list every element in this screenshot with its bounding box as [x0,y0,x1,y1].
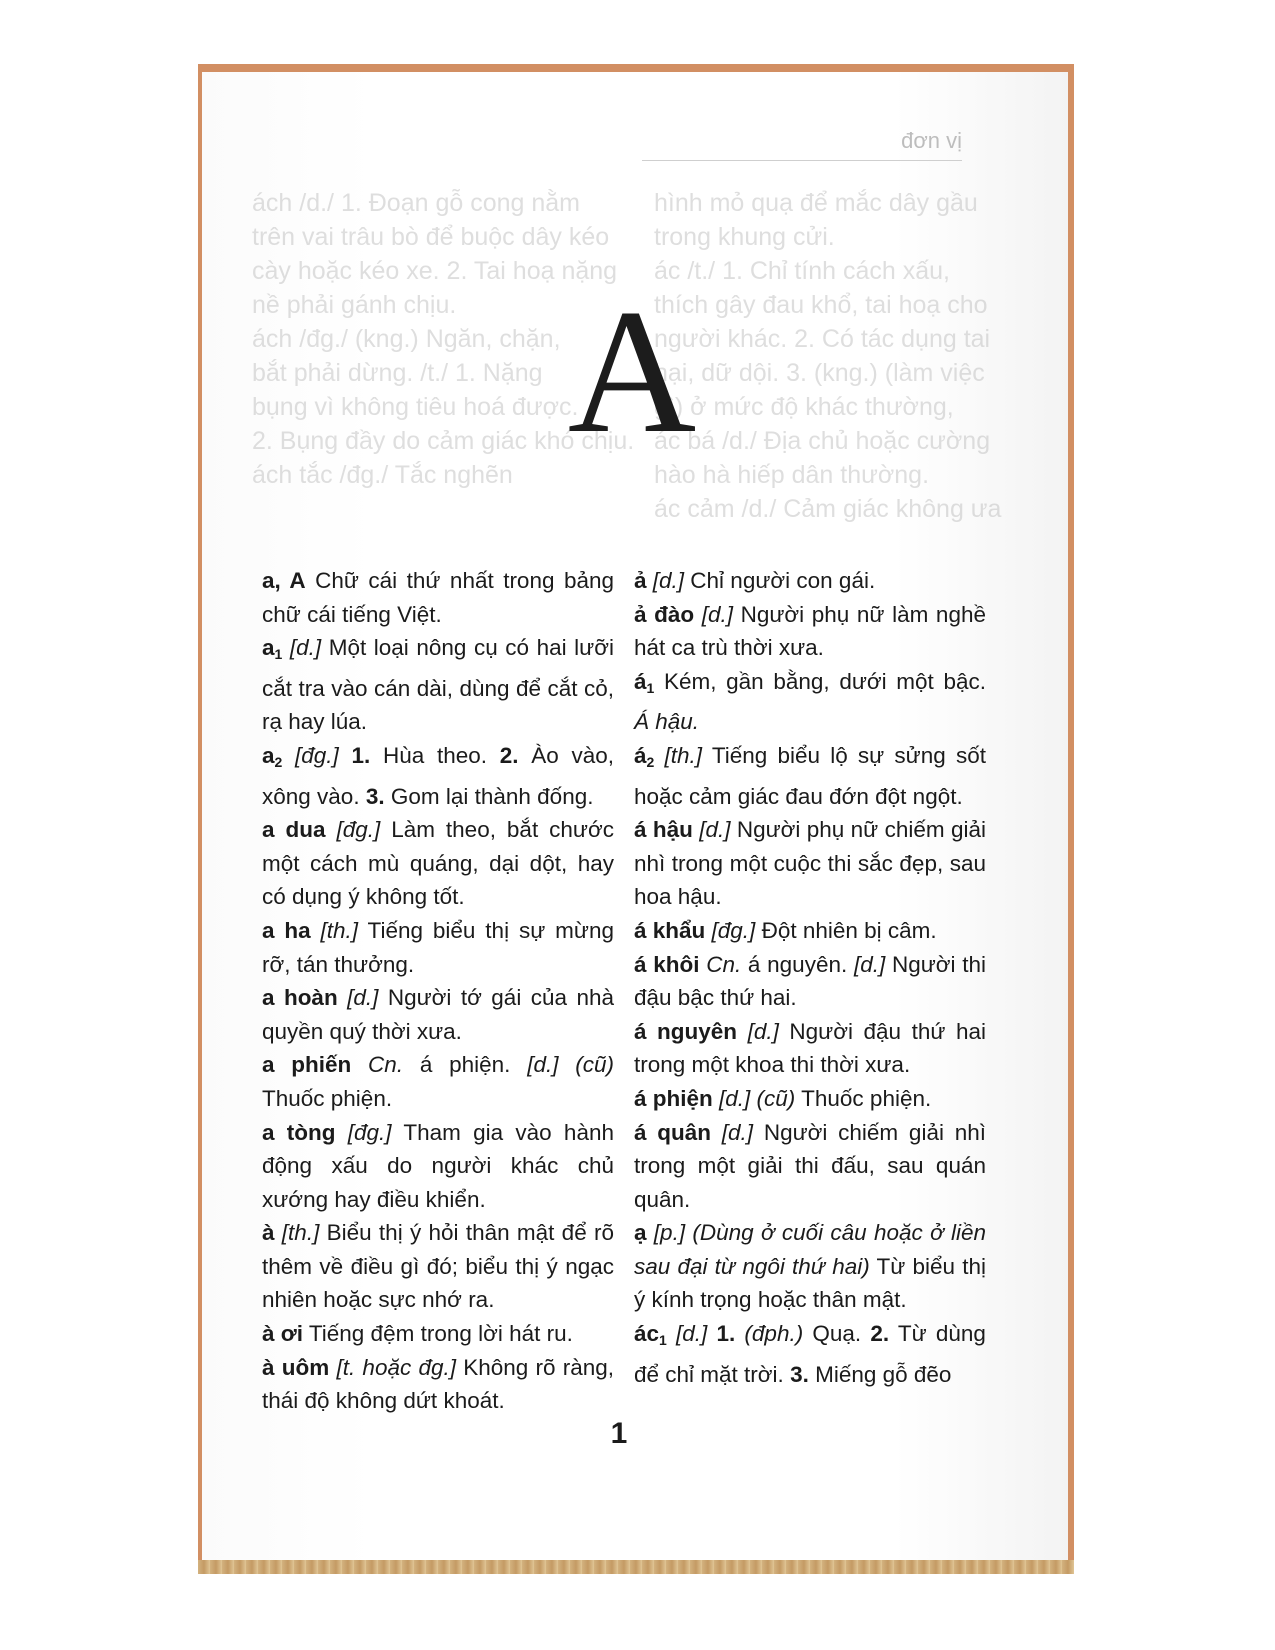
entry-definition-text: á phiện. [403,1052,528,1078]
bleed-through-line: gì) ở mức độ khác thường, [654,393,954,421]
entry-definition-text: Quạ. [803,1321,871,1347]
bleed-through-line: 2. Bụng đầy do cảm giác khó chịu. [252,427,635,455]
bleed-through-line: hình mỏ quạ để mắc dây gầu [654,189,978,217]
entry-homonym-number: 2 [274,753,283,770]
entry-definition-text: Người chiếm giải nhì trong một giải thi đấu, sau quán quân. [634,1119,986,1212]
entry-definition-text: [d.] [282,635,322,661]
entries-column-left [262,564,614,1418]
dictionary-entry [262,739,614,813]
bleed-through-line: hào hà hiếp dân thường. [654,461,930,489]
entry-headword: á [634,742,647,768]
entry-definition-text: (đph.) [744,1321,804,1347]
bleed-through-line: người khác. 2. Có tác dụng tai [654,325,991,353]
entry-definition-text: [đg.] [705,917,756,943]
dictionary-entry [634,1015,986,1082]
entry-definition-text: [d.] (cũ) [712,1085,796,1111]
entry-headword: à uôm [262,1354,330,1380]
entry-definition-text: Thuốc phiện. [262,1085,393,1111]
entry-definition-text: Biểu thị ý hỏi thân mật để rõ thêm về điều gì đó; biểu thị ý ngạc nhiên hoặc sực nhớ ra. [262,1220,614,1313]
dictionary-entry [634,665,986,739]
entry-definition-text: [p.] (Dùng ở cuối câu hoặc ở liền sau đại từ ngôi thứ hai) [634,1220,986,1279]
entry-headword: a tòng [262,1119,336,1145]
entry-definition-text: Một loại nông cụ có hai lưỡi cắt tra vào cán dài, dùng để cắt cỏ, rạ hay lúa. [262,635,614,735]
bleed-through-line: nề phải gánh chịu. [252,291,457,319]
entry-definition-text: [th.] [274,1220,320,1246]
entry-definition-text: Tham gia vào hành động xấu do người khác chủ xướng hay điều khiển. [262,1119,614,1212]
entry-headword: a hoàn [262,985,338,1011]
bleed-through-line: thích gây đau khổ, tai hoạ cho [654,291,988,319]
entry-definition-text: Tiếng biểu lộ sự sửng sốt hoặc cảm giác đau đớn đột ngột. [634,742,986,809]
dictionary-entry [262,1351,614,1418]
entry-headword: á quân [634,1119,712,1145]
dictionary-entry [634,1082,986,1116]
dictionary-entry [262,1216,614,1317]
entry-headword: a phiến [262,1052,352,1078]
entry-definition-text: Từ biểu thị ý kính trọng hoặc thân mật. [634,1253,986,1313]
entry-definition-text: 2. [499,742,519,768]
entry-headword: à [262,1220,275,1246]
entry-definition-text: [đg.] [282,742,339,768]
entry-headword: a dua [262,817,326,843]
entry-definition-text: Gom lại thành đống. [384,783,594,809]
entry-headword: a ha [262,917,311,943]
bleed-through-line: trong khung cửi. [654,223,835,251]
entry-definition-text: Hùa theo. [370,742,500,768]
entry-definition-text: [d.] [737,1018,779,1044]
entry-definition-text: [th.] [654,742,703,768]
entry-definition-text: [d.] [666,1321,708,1347]
entry-homonym-number: 2 [646,753,655,770]
dictionary-entry [634,598,986,665]
entry-headword: á [634,668,647,694]
entry-headword: a, A [262,568,306,593]
bleed-through-line: hại, dữ dội. 3. (kng.) (làm việc [654,359,985,387]
entry-headword: a [262,742,275,768]
dictionary-entry [262,631,614,739]
entry-definition-text: Làm theo, bắt chước một cách mù quáng, dại dột, hay có dụng ý không tốt. [262,817,614,910]
dictionary-entry [262,1116,614,1217]
page-bottom-edge [198,1560,1074,1574]
entry-definition-text: [d.] (cũ) [527,1052,615,1078]
bleed-through-line: ác cảm /d./ Cảm giác không ưa [654,495,1002,523]
entry-definition-text: [d.] [694,601,733,627]
entry-headword: a [262,635,275,661]
dictionary-entry [634,1116,986,1217]
entry-definition-text: Thuốc phiện. [795,1085,932,1111]
entry-definition-text: Người thi đậu bậc thứ hai. [634,951,987,1011]
bleed-through-line: trên vai trâu bò để buộc dây kéo [252,223,610,251]
entry-definition-text: Á hậu. [634,709,700,735]
dictionary-entry [634,813,986,914]
entry-headword: ả đào [634,601,695,627]
entry-definition-text: [d.] [646,568,685,593]
entry-definition-text: [đg.] [335,1119,392,1145]
dictionary-page [202,72,1068,1570]
entries-column-right [634,564,986,1391]
bleed-through-line: ách /đg./ (kng.) Ngăn, chặn, [252,325,561,353]
entry-definition-text: á nguyên. [741,951,854,977]
dictionary-entry [262,1317,614,1351]
entry-definition-text: [đg.] [325,817,381,843]
entry-definition-text: Cn. [699,951,742,977]
bleed-through-line: bắt phải dừng. /t./ 1. Nặng [252,359,543,387]
bleed-through-line: cày hoặc kéo xe. 2. Tai hoạ nặng [252,257,618,285]
dictionary-entry [634,914,986,948]
entry-definition-text: 3. [790,1361,809,1387]
entry-headword: á khôi [634,951,700,977]
bleed-through-line: ác /t./ 1. Chỉ tính cách xấu, [654,257,950,285]
entry-definition-text: [d.] [853,951,886,977]
entry-definition-text: [th.] [310,917,359,943]
dictionary-entry [634,948,986,1015]
dictionary-entry [262,981,614,1048]
entry-headword: á hậu [634,817,693,843]
running-head: đơn vị [901,128,962,153]
page-number: 1 [610,1417,628,1450]
entry-definition-text: [d.] [692,817,731,843]
entry-definition-text: Chữ cái thứ nhất trong bảng chữ cái tiếng Việt. [262,568,614,627]
entry-definition-text: 1. [351,742,371,768]
dictionary-entry [262,1048,614,1115]
entry-definition-text: Tiếng đệm trong lời hát ru. [303,1321,573,1347]
entry-definition-text: Người tớ gái của nhà quyền quý thời xưa. [262,985,614,1044]
entry-headword: á nguyên [634,1018,738,1044]
entry-definition-text [339,743,352,768]
entry-definition-text: Kém, gần bằng, dưới một bậc. [654,668,986,694]
entry-definition-text: [t. hoặc đg.] [329,1354,456,1380]
dictionary-entry [634,1317,986,1391]
section-letter: A [567,272,697,470]
header-rule [642,160,962,161]
dictionary-entry [262,813,614,914]
entry-definition-text: Cn. [351,1052,404,1078]
entry-headword: ả [634,568,647,593]
bleed-through-line: ác bá /d./ Địa chủ hoặc cường [654,427,991,455]
entry-definition-text: 1. [716,1321,736,1347]
entry-definition-text: Chỉ người con gái. [684,568,876,593]
entry-definition-text: Miếng gỗ đẽo [808,1361,952,1387]
bleed-through-line: ách /d./ 1. Đoạn gỗ cong nằm [252,189,580,217]
entry-homonym-number: 1 [646,679,655,696]
entry-headword: à ơi [262,1321,304,1347]
entry-headword: ác [634,1321,660,1347]
entry-headword: á khẩu [634,917,706,943]
bleed-through-line: bụng vì không tiêu hoá được. [252,393,579,421]
entry-definition-text: 2. [870,1321,890,1347]
bleed-through-line: ách tắc /đg./ Tắc nghẽn [252,461,513,489]
entry-homonym-number: 1 [659,1332,667,1349]
entry-definition-text: Ào vào, xông vào. [262,742,614,809]
entry-definition-text: Tiếng biểu thị sự mừng rỡ, tán thưởng. [262,917,614,977]
dictionary-entry [262,564,614,631]
dictionary-entry [634,564,986,598]
entry-definition-text: Người đậu thứ hai trong một khoa thi thời xưa. [634,1018,986,1078]
dictionary-entry [262,914,614,981]
entry-definition-text: 3. [365,783,385,809]
entry-definition-text: [d.] [337,985,379,1011]
entry-definition-text: Người phụ nữ làm nghề hát ca trù thời xưa. [634,601,986,661]
dictionary-entry [634,739,986,813]
entry-definition-text: Người phụ nữ chiếm giải nhì trong một cuộc thi sắc đẹp, sau hoa hậu. [634,817,986,910]
entry-homonym-number: 1 [274,646,283,663]
dictionary-entry [634,1216,986,1317]
entry-headword: á phiện [634,1085,713,1111]
entry-definition-text: Không rõ ràng, thái độ không dứt khoát. [262,1354,615,1414]
entry-definition-text: [d.] [711,1119,754,1145]
entry-definition-text: Đột nhiên bị câm. [755,917,937,943]
entry-definition-text: Từ dùng để chỉ mặt trời. [634,1321,986,1387]
entry-headword: ạ [634,1220,647,1246]
